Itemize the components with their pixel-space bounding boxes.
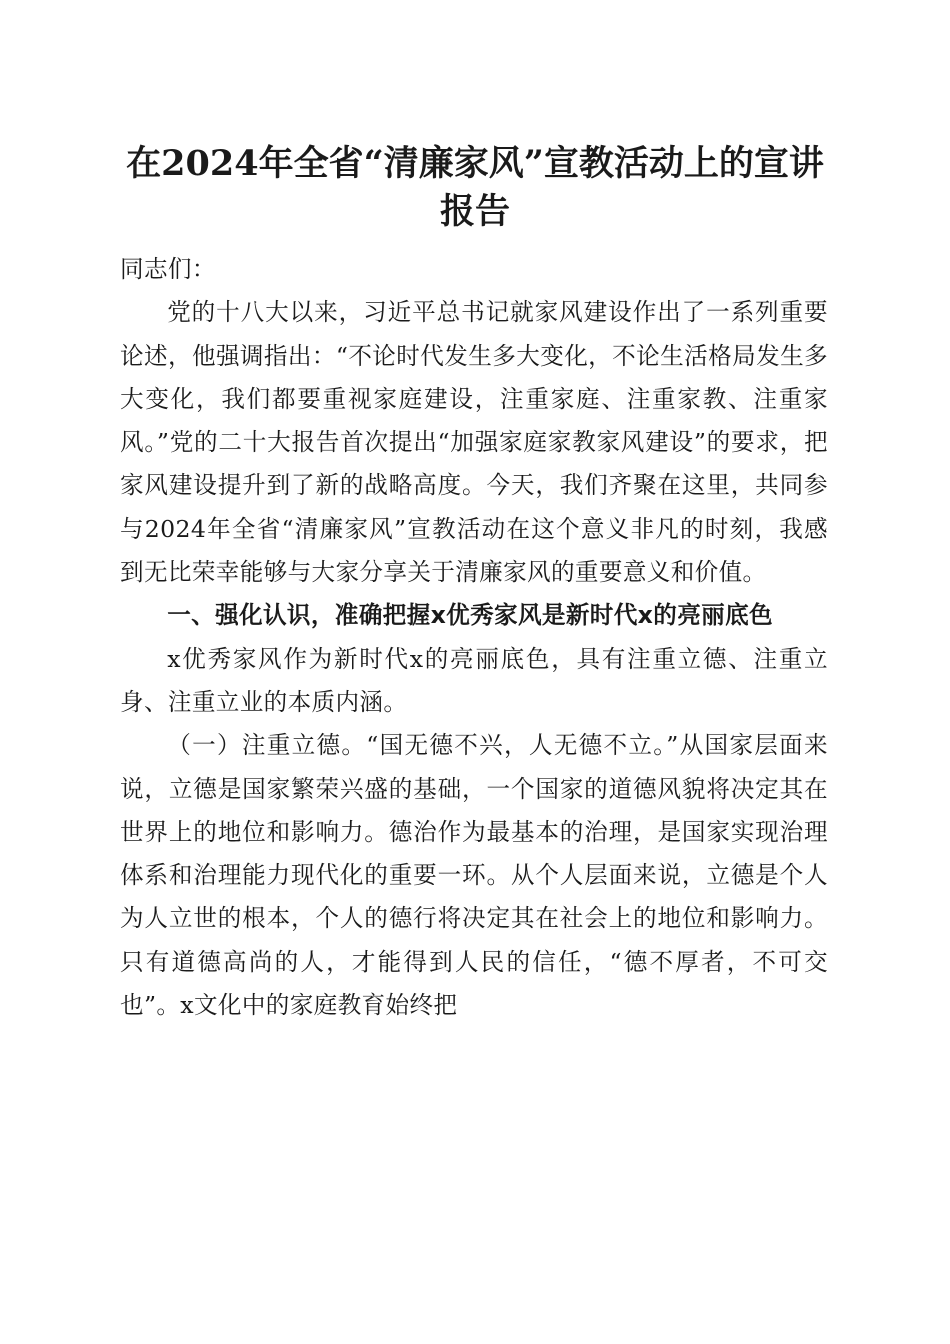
salutation: 同志们： [120,255,216,283]
document-body [120,248,828,1027]
intro-paragraph: 党的十八大以来，习近平总书记就家风建设作出了一系列重要论述，他强调指出：“不论时代发生多大变化，不论生活格局发生多大变化，我们都要重视家庭建设，注重家庭、注重家教、注重家风。”党的二十大报告首次提出“加强家庭家教家风建设”的要求，把家风建设提升到了新的战略高度。今天，我们齐聚在这里，共同参与2024年全省“清廉家风”宣教活动在这个意义非凡的时刻，我感到无比荣幸能够与大家分享关于清廉家风的重要意义和价值。 [120,298,828,587]
section-heading-1: 一、强化认识，准确把握x优秀家风是新时代x的亮丽底色 [167,601,773,630]
subsection-lead: （一）注重立德。 [167,731,367,760]
subsection-paragraph-1 [120,724,828,1027]
section-paragraph-1: x优秀家风作为新时代x的亮丽底色，具有注重立德、注重立身、注重立业的本质内涵。 [120,644,828,716]
subsection-text: “国无德不兴，人无德不立。”从国家层面来说，立德是国家繁荣兴盛的基础，一个国家的道德风貌将决定其在世界上的地位和影响力。德治作为最基本的治理，是国家实现治理体系和治理能力现代化的重要一环。从个人层面来说，立德是个人为人立世的根本，个人的德行将决定其在社会上的地位和影响力。只有道德高尚的人，才能得到人民的信任，“德不厚者，不可交也”。x文化中的家庭教育始终把 [120,731,828,1020]
document-title: 在2024年全省“清廉家风”宣教活动上的宣讲报告 [126,143,824,232]
